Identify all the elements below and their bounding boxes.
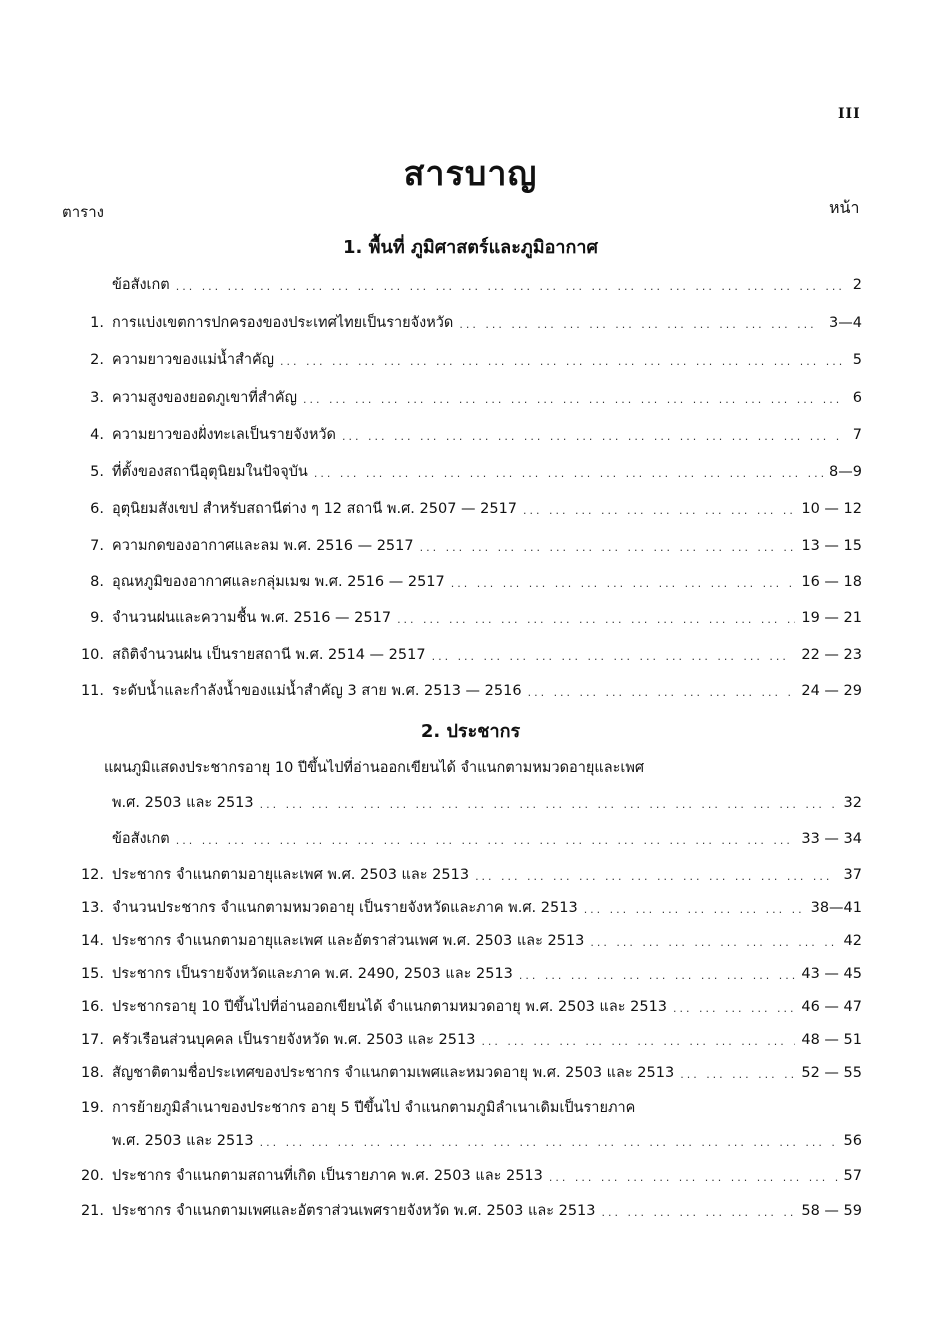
toc-entry bbox=[62, 494, 862, 518]
leader-dots bbox=[303, 393, 842, 407]
entry-title: ครัวเรือนส่วนบุคคล เป็นรายจังหวัด พ.ศ. 2503 และ 2513 bbox=[112, 1032, 476, 1048]
leader-dots bbox=[176, 834, 796, 848]
entry-page: 33 — 34 bbox=[801, 831, 862, 847]
leader-dots bbox=[280, 355, 842, 369]
page-number: III bbox=[838, 106, 861, 122]
chart-description-line: แผนภูมิแสดงประชากรอายุ 10 ปีขึ้นไปที่อ่านออกเขียนได้ จำแนกตามหมวดอายุและเพศ bbox=[104, 760, 645, 776]
toc-entry bbox=[62, 1161, 862, 1185]
toc-entry bbox=[62, 270, 862, 294]
toc-entry bbox=[62, 308, 862, 332]
entry-number: 13. bbox=[80, 900, 104, 916]
entry-number: 12. bbox=[80, 867, 104, 883]
entry-number: 17. bbox=[80, 1032, 104, 1048]
entry-page: 56 bbox=[843, 1133, 862, 1149]
entry-title: ประชากร จำแนกตามเพศและอัตราส่วนเพศรายจังหวัด พ.ศ. 2503 และ 2513 bbox=[112, 1203, 596, 1219]
toc-entry bbox=[62, 824, 862, 848]
entry-number: 3. bbox=[90, 390, 104, 406]
entry-page: 19 — 21 bbox=[801, 610, 862, 626]
entry-page: 58 — 59 bbox=[801, 1203, 862, 1219]
entry-title: สัญชาติตามชื่อประเทศของประชากร จำแนกตามเพศและหมวดอายุ พ.ศ. 2503 และ 2513 bbox=[112, 1065, 675, 1081]
leader-dots bbox=[523, 504, 795, 518]
entry-title: ประชากรอายุ 10 ปีขึ้นไปที่อ่านออกเขียนได้ จำแนกตามหมวดอายุ พ.ศ. 2503 และ 2513 bbox=[112, 999, 668, 1015]
entry-number: 2. bbox=[90, 352, 104, 368]
entry-page: 32 bbox=[843, 795, 862, 811]
entry-title: พ.ศ. 2503 และ 2513 bbox=[112, 795, 254, 811]
entry-number: 9. bbox=[90, 610, 104, 626]
entry-number: 18. bbox=[80, 1065, 104, 1081]
column-label-page: หน้า bbox=[829, 198, 860, 217]
leader-dots bbox=[528, 686, 796, 700]
toc-entry bbox=[62, 1126, 862, 1150]
entry-title: ข้อสังเกต bbox=[112, 277, 170, 293]
toc-entry bbox=[62, 959, 862, 983]
leader-dots bbox=[673, 1002, 795, 1016]
leader-dots bbox=[475, 870, 837, 884]
entry-page: 43 — 45 bbox=[801, 966, 862, 982]
leader-dots bbox=[176, 280, 842, 294]
entry-title: สถิติจำนวนฝน เป็นรายสถานี พ.ศ. 2514 — 2517 bbox=[112, 647, 426, 663]
toc-entry bbox=[62, 992, 862, 1016]
entry-title: อุตุนิยมสังเขป สำหรับสถานีต่าง ๆ 12 สถานี พ.ศ. 2507 — 2517 bbox=[112, 501, 518, 517]
entry-number: 6. bbox=[90, 501, 104, 517]
toc-entry bbox=[62, 567, 862, 591]
entry-page: 46 — 47 bbox=[801, 999, 862, 1015]
entry-title: พ.ศ. 2503 และ 2513 bbox=[112, 1133, 254, 1149]
page-title: สารบาญ bbox=[403, 154, 538, 194]
toc-entry bbox=[62, 345, 862, 369]
leader-dots bbox=[451, 577, 796, 591]
section-heading-1: 1. พื้นที่ ภูมิศาสตร์และภูมิอากาศ bbox=[343, 237, 598, 258]
entry-page: 6 bbox=[852, 390, 862, 406]
entry-number: 5. bbox=[90, 464, 104, 480]
leader-dots bbox=[602, 1206, 796, 1220]
toc-entry bbox=[62, 383, 862, 407]
toc-entry bbox=[62, 531, 862, 555]
entry-title: การย้ายภูมิลำเนาของประชากร อายุ 5 ปีขึ้นไป จำแนกตามภูมิลำเนาเดิมเป็นรายภาค bbox=[112, 1100, 636, 1116]
column-label-table: ตาราง bbox=[62, 203, 104, 221]
leader-dots bbox=[342, 430, 842, 444]
entry-title: การแบ่งเขตการปกครองของประเทศไทยเป็นรายจังหวัด bbox=[112, 315, 454, 331]
entry-page: 57 bbox=[843, 1168, 862, 1184]
toc-entry bbox=[62, 788, 862, 812]
toc-entry bbox=[62, 1093, 862, 1117]
entry-number: 16. bbox=[80, 999, 104, 1015]
entry-number: 1. bbox=[90, 315, 104, 331]
toc-entry bbox=[62, 676, 862, 700]
section-heading-2: 2. ประชากร bbox=[420, 721, 521, 742]
entry-page: 7 bbox=[852, 427, 862, 443]
entry-title: ประชากร เป็นรายจังหวัดและภาค พ.ศ. 2490, 2503 และ 2513 bbox=[112, 966, 513, 982]
leader-dots bbox=[260, 798, 838, 812]
leader-dots bbox=[481, 1035, 795, 1049]
entry-page: 3—4 bbox=[829, 315, 862, 331]
entry-number: 4. bbox=[90, 427, 104, 443]
leader-dots bbox=[680, 1068, 795, 1082]
toc-entry bbox=[62, 926, 862, 950]
entry-page: 48 — 51 bbox=[801, 1032, 862, 1048]
leader-dots bbox=[584, 903, 805, 917]
entry-title: ประชากร จำแนกตามสถานที่เกิด เป็นรายภาค พ.ศ. 2503 และ 2513 bbox=[112, 1168, 543, 1184]
entry-title: ที่ตั้งของสถานีอุตุนิยมในปัจจุบัน bbox=[112, 464, 308, 480]
entry-number: 8. bbox=[90, 574, 104, 590]
entry-number: 15. bbox=[80, 966, 104, 982]
entry-title: ประชากร จำแนกตามอายุและเพศ และอัตราส่วนเพศ พ.ศ. 2503 และ 2513 bbox=[112, 933, 585, 949]
entry-page: 5 bbox=[852, 352, 862, 368]
entry-number: 20. bbox=[80, 1168, 104, 1184]
leader-dots bbox=[397, 613, 795, 627]
leader-dots bbox=[549, 1171, 838, 1185]
entry-number: 7. bbox=[90, 538, 104, 554]
entry-number: 21. bbox=[80, 1203, 104, 1219]
toc-entry bbox=[62, 1196, 862, 1220]
entry-title: ข้อสังเกต bbox=[112, 831, 170, 847]
leader-dots bbox=[432, 650, 796, 664]
toc-entry bbox=[62, 1025, 862, 1049]
toc-entry bbox=[62, 860, 862, 884]
leader-dots bbox=[519, 969, 795, 983]
toc-entry bbox=[62, 603, 862, 627]
entry-title: ประชากร จำแนกตามอายุและเพศ พ.ศ. 2503 และ 2513 bbox=[112, 867, 470, 883]
entry-page: 2 bbox=[852, 277, 862, 293]
leader-dots bbox=[314, 467, 823, 481]
leader-dots bbox=[590, 936, 837, 950]
entry-number: 19. bbox=[80, 1100, 104, 1116]
entry-title: ความกดของอากาศและลม พ.ศ. 2516 — 2517 bbox=[112, 538, 414, 554]
entry-title: ความยาวของฝั่งทะเลเป็นรายจังหวัด bbox=[112, 427, 336, 443]
toc-entry bbox=[62, 640, 862, 664]
toc-entry bbox=[62, 457, 862, 481]
entry-page: 37 bbox=[843, 867, 862, 883]
toc-entry bbox=[62, 420, 862, 444]
entry-title: อุณหภูมิของอากาศและกลุ่มเมฆ พ.ศ. 2516 — 2517 bbox=[112, 574, 445, 590]
entry-page: 42 bbox=[843, 933, 862, 949]
entry-title: จำนวนฝนและความชื้น พ.ศ. 2516 — 2517 bbox=[112, 610, 392, 626]
entry-number: 11. bbox=[80, 683, 104, 699]
entry-number: 14. bbox=[80, 933, 104, 949]
leader-dots bbox=[260, 1136, 838, 1150]
entry-page: 38—41 bbox=[810, 900, 862, 916]
entry-title: ความสูงของยอดภูเขาที่สำคัญ bbox=[112, 390, 297, 406]
entry-title: จำนวนประชากร จำแนกตามหมวดอายุ เป็นรายจังหวัดและภาค พ.ศ. 2513 bbox=[112, 900, 578, 916]
entry-page: 22 — 23 bbox=[801, 647, 862, 663]
leader-dots bbox=[420, 541, 796, 555]
leader-dots bbox=[459, 318, 823, 332]
toc-entry bbox=[62, 893, 862, 917]
entry-page: 24 — 29 bbox=[801, 683, 862, 699]
entry-page: 52 — 55 bbox=[801, 1065, 862, 1081]
entry-number: 10. bbox=[80, 647, 104, 663]
entry-page: 10 — 12 bbox=[801, 501, 862, 517]
entry-title: ความยาวของแม่น้ำสำคัญ bbox=[112, 352, 275, 368]
entry-page: 13 — 15 bbox=[801, 538, 862, 554]
entry-page: 8—9 bbox=[829, 464, 862, 480]
entry-page: 16 — 18 bbox=[801, 574, 862, 590]
toc-entry bbox=[62, 1058, 862, 1082]
entry-title: ระดับน้ำและกำลังน้ำของแม่น้ำสำคัญ 3 สาย พ.ศ. 2513 — 2516 bbox=[112, 683, 522, 699]
